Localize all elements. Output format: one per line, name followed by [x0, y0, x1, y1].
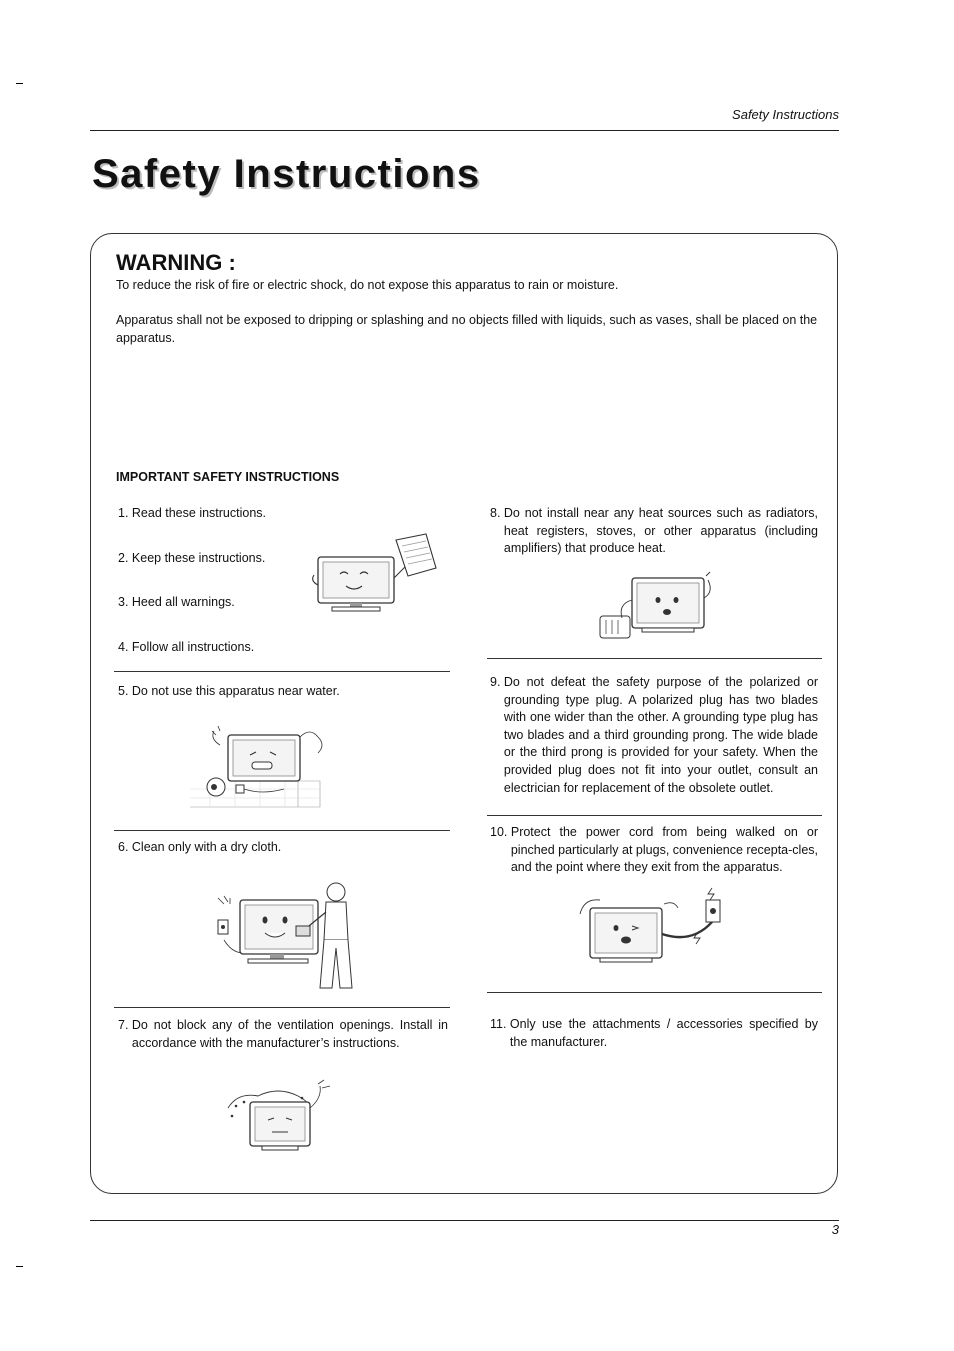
item-text: Do not defeat the safety purpose of the polarized or grounding type plug. A polarized plug has two blades with one wider than the other. A grounding type plug has two blades and a third grounding prong. The wide blade or the third prong is provided for your safety. When the provided plug does not fit into your outlet, consult an electrician for replacement of the obsolete outlet. — [503, 675, 818, 795]
item-text: Keep these instructions. — [131, 551, 266, 565]
item-number: 11. — [490, 1017, 510, 1031]
divider — [114, 830, 450, 831]
item-text: Do not install near any heat sources such as radiators, heat registers, stoves, or other apparatus (including amplifiers) that produce heat. — [503, 506, 818, 556]
item-number: 9. — [490, 675, 504, 689]
item-text: Read these instructions. — [131, 506, 267, 520]
header-rule — [90, 130, 839, 131]
item-text: Do not use this apparatus near water. — [131, 684, 340, 698]
item-number: 1. — [118, 506, 132, 520]
page-number: 3 — [831, 1222, 839, 1237]
item-text: Only use the attachments / accessories specified by the manufacturer. — [509, 1017, 818, 1049]
item-number: 7. — [118, 1018, 132, 1032]
item-number: 8. — [490, 506, 504, 520]
divider — [114, 1007, 450, 1008]
instruction-item-11 — [490, 1016, 818, 1051]
tv-cleaning-illustration — [210, 878, 355, 996]
crop-mark-top — [16, 83, 23, 84]
tv-near-heater-illustration — [596, 570, 716, 642]
tv-power-cord-illustration — [574, 884, 734, 970]
item-number: 5. — [118, 684, 132, 698]
warning-heading: WARNING : — [116, 250, 236, 275]
instruction-item-5 — [118, 683, 448, 701]
item-text: Follow all instructions. — [131, 640, 255, 654]
instruction-item-7 — [118, 1017, 448, 1052]
running-header: Safety Instructions — [732, 107, 839, 122]
item-text: Protect the power cord from being walked on or pinched particularly at plugs, convenience recepta-cles, and the point where they exit from the apparatus. — [510, 825, 818, 875]
item-number: 2. — [118, 551, 132, 565]
crop-mark-bottom — [16, 1266, 23, 1267]
tv-near-water-illustration — [190, 715, 325, 810]
instruction-item-4 — [118, 639, 448, 657]
instruction-item-6 — [118, 839, 448, 857]
tv-reading-manual-illustration — [308, 530, 443, 618]
item-number: 4. — [118, 640, 132, 654]
warning-paragraph-2: Apparatus shall not be exposed to dripping or splashing and no objects filled with liquids, such as vases, shall be placed on the apparatus. — [116, 313, 818, 345]
instruction-item-1 — [118, 505, 448, 523]
instruction-item-8 — [490, 505, 818, 558]
item-text: Heed all warnings. — [131, 595, 235, 609]
divider — [487, 658, 822, 659]
item-number: 3. — [118, 595, 132, 609]
instruction-item-9 — [490, 674, 818, 797]
instruction-item-10 — [490, 824, 818, 877]
item-number: 6. — [118, 840, 132, 854]
page-title: Safety Instructions — [92, 152, 481, 196]
warning-paragraph-1: To reduce the risk of fire or electric shock, do not expose this apparatus to rain or moisture. — [116, 278, 619, 292]
footer-rule — [90, 1220, 839, 1221]
important-safety-heading: IMPORTANT SAFETY INSTRUCTIONS — [116, 470, 340, 484]
item-text: Do not block any of the ventilation openings. Install in accordance with the manufacturer’s instructions. — [131, 1018, 448, 1050]
item-text: Clean only with a dry cloth. — [131, 840, 282, 854]
divider — [114, 671, 450, 672]
item-number: 10. — [490, 825, 511, 839]
divider — [487, 815, 822, 816]
tv-covered-illustration — [222, 1078, 337, 1156]
divider — [487, 992, 822, 993]
